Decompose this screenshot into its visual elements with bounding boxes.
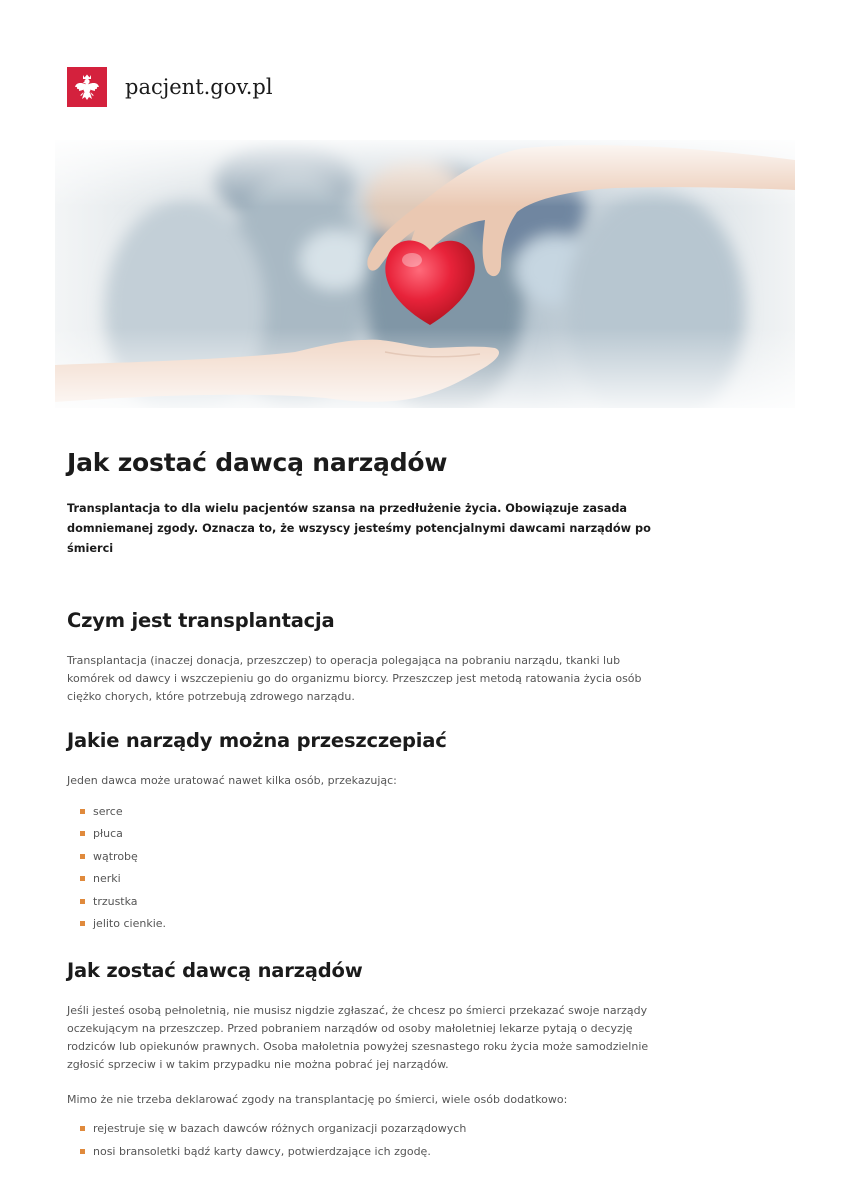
page-title: Jak zostać dawcą narządów	[67, 448, 448, 477]
section-heading: Jak zostać dawcą narządów	[67, 959, 363, 983]
list-item: nerki	[67, 870, 667, 892]
section-intro: Jeden dawca może uratować nawet kilka osób, przekazując:	[67, 774, 397, 787]
list-item: wątrobę	[67, 848, 667, 870]
section-heading: Czym jest transplantacja	[67, 609, 335, 632]
article	[67, 448, 667, 1165]
site-header	[67, 67, 273, 107]
section-paragraph: Transplantacja (inaczej donacja, przeszczep) to operacja polegająca na pobraniu narządu, tkanki lub komórek od dawcy i wszczepieniu go do organizmu biorcy. Przeszczep jest metodą ratowania życia osób ciężko chorych, które potrzebują zdrowego narządu.	[67, 654, 642, 703]
organ-list	[67, 803, 667, 937]
hero-image	[55, 140, 795, 408]
section-which-organs	[67, 729, 667, 937]
section-how-to-become-donor	[67, 959, 667, 1165]
article-lead: Transplantacja to dla wielu pacjentów szansa na przedłużenie życia. Obowiązuje zasada domniemanej zgody. Oznacza to, że wszyscy jesteśmy potencjalnymi dawcami narządów po śmierci	[67, 502, 651, 555]
section-what-is-transplantation	[67, 609, 667, 706]
section-heading: Jakie narządy można przeszczepiać	[67, 729, 447, 752]
list-item: nosi bransoletki bądź karty dawcy, potwierdzające ich zgodę.	[67, 1143, 667, 1165]
polish-eagle-emblem-icon[interactable]	[67, 67, 107, 107]
section-paragraph: Mimo że nie trzeba deklarować zgody na transplantację po śmierci, wiele osób dodatkowo:	[67, 1093, 568, 1107]
list-item: płuca	[67, 825, 667, 847]
list-item: jelito cienkie.	[67, 915, 667, 937]
site-name[interactable]: pacjent.gov.pl	[125, 75, 273, 99]
section-paragraph: Jeśli jesteś osobą pełnoletnią, nie musisz nigdzie zgłaszać, że chcesz po śmierci przekazać swoje narządy oczekującym na przeszczep. Przed pobraniem narządów od osoby małoletniej lekarze pytają o decyzję rodziców lub opiekunów prawnych. Osoba małoletnia powyżej szesnastego roku życia może samodzielnie zgłosić sprzeciw i w takim przypadku nie można pobrać jej narządów.	[67, 1004, 649, 1072]
list-item: serce	[67, 803, 667, 825]
list-item: rejestruje się w bazach dawców różnych organizacji pozarządowych	[67, 1120, 667, 1142]
list-item: trzustka	[67, 893, 667, 915]
donor-actions-list	[67, 1120, 667, 1165]
